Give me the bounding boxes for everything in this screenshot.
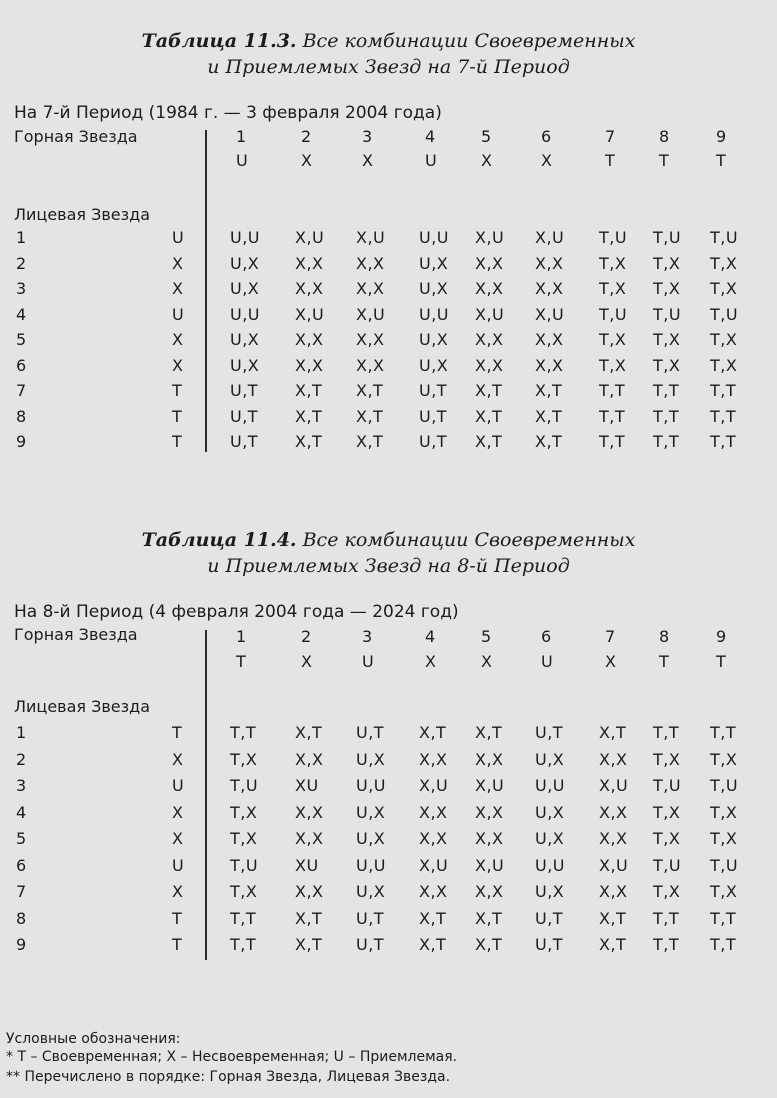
table1-caption-line2: и Приемлемых Звезд на 7-й Период bbox=[207, 56, 570, 78]
table-cell: T,T bbox=[230, 908, 257, 928]
row-type: X bbox=[172, 330, 184, 349]
table-cell: X,X bbox=[599, 829, 628, 848]
table-cell: X,T bbox=[419, 935, 447, 954]
row-number: 5 bbox=[16, 330, 27, 349]
table-cell: X,X bbox=[356, 279, 385, 298]
table-cell: T,T bbox=[653, 406, 680, 426]
table-cell: X,T bbox=[295, 935, 323, 954]
table-cell: T,X bbox=[653, 253, 681, 273]
table-cell: U,T bbox=[535, 723, 564, 742]
table-cell: T,T bbox=[230, 935, 257, 954]
table-cell: U,X bbox=[419, 253, 449, 273]
column-type: X bbox=[481, 151, 493, 170]
table-cell: X,T bbox=[475, 723, 503, 742]
table-cell: X,X bbox=[356, 253, 385, 273]
row-number: 3 bbox=[16, 279, 27, 298]
row-type: U bbox=[172, 228, 185, 247]
table1-caption-number: Таблица 11.3. bbox=[141, 30, 297, 52]
table-cell: T,U bbox=[230, 776, 259, 795]
table-cell: X,X bbox=[295, 882, 324, 901]
table-cell: U,U bbox=[230, 304, 261, 324]
table-cell: T,X bbox=[710, 330, 738, 349]
table-cell: X,U bbox=[295, 228, 325, 247]
table-cell: XU bbox=[295, 855, 319, 875]
column-type: X bbox=[425, 652, 437, 671]
table-cell: T,X bbox=[710, 749, 738, 769]
table-cell: U,U bbox=[230, 228, 261, 247]
table-cell: U,U bbox=[535, 855, 566, 875]
column-type: U bbox=[362, 652, 375, 671]
table-cell: T,U bbox=[599, 304, 628, 324]
table-cell: U,X bbox=[535, 882, 565, 901]
column-type: U bbox=[236, 151, 249, 170]
table-cell: U,T bbox=[535, 935, 564, 954]
table-cell: X,T bbox=[295, 406, 323, 426]
row-type: X bbox=[172, 279, 184, 298]
table-cell: T,X bbox=[710, 802, 738, 822]
table-cell: T,T bbox=[599, 432, 626, 451]
table-cell: X,T bbox=[475, 381, 503, 400]
table-cell: T,X bbox=[653, 330, 681, 349]
table1-period: На 7-й Период (1984 г. — 3 февраля 2004 года) bbox=[14, 103, 442, 123]
row-number: 6 bbox=[16, 355, 27, 375]
column-number: 9 bbox=[716, 127, 727, 146]
table2-caption-text: Все комбинации Своевременных bbox=[296, 529, 636, 551]
table-cell: U,T bbox=[230, 406, 259, 426]
table-cell: T,X bbox=[230, 749, 258, 769]
table-cell: T,T bbox=[710, 406, 737, 426]
table-cell: U,X bbox=[230, 330, 260, 349]
table-cell: X,T bbox=[356, 381, 384, 400]
table-cell: U,X bbox=[230, 253, 260, 273]
column-number: 6 bbox=[541, 627, 552, 646]
table-cell: X,X bbox=[599, 882, 628, 901]
table1-caption-text: Все комбинации Своевременных bbox=[296, 30, 636, 52]
column-type: T bbox=[716, 652, 727, 671]
column-number: 5 bbox=[481, 127, 492, 146]
row-number: 7 bbox=[16, 381, 27, 400]
table-cell: X,X bbox=[535, 355, 564, 375]
table-cell: X,T bbox=[475, 908, 503, 928]
table-cell: T,U bbox=[710, 855, 739, 875]
row-number: 1 bbox=[16, 723, 27, 742]
table2-mountain-label: Горная Звезда bbox=[14, 625, 138, 644]
table-cell: T,X bbox=[653, 355, 681, 375]
row-type: U bbox=[172, 776, 185, 795]
row-type: U bbox=[172, 304, 185, 324]
row-type: X bbox=[172, 355, 184, 375]
table-cell: T,X bbox=[710, 355, 738, 375]
row-number: 7 bbox=[16, 882, 27, 901]
table-cell: T,X bbox=[653, 749, 681, 769]
table-cell: U,X bbox=[356, 749, 386, 769]
column-number: 4 bbox=[425, 127, 436, 146]
table-cell: X,T bbox=[295, 908, 323, 928]
table-cell: X,X bbox=[475, 829, 504, 848]
table-cell: T,U bbox=[710, 228, 739, 247]
column-type: X bbox=[605, 652, 617, 671]
legend-line-2: ** Перечислено в порядке: Горная Звезда, Лицевая Звезда. bbox=[6, 1069, 451, 1085]
column-number: 2 bbox=[301, 627, 312, 646]
row-number: 2 bbox=[16, 253, 27, 273]
table-cell: X,T bbox=[356, 432, 384, 451]
column-number: 7 bbox=[605, 127, 616, 146]
column-number: 9 bbox=[716, 627, 727, 646]
row-type: T bbox=[172, 432, 183, 451]
table-cell: X,U bbox=[356, 304, 386, 324]
table-cell: U,X bbox=[419, 355, 449, 375]
table-cell: X,T bbox=[535, 406, 563, 426]
table-cell: X,U bbox=[535, 228, 565, 247]
table-cell: U,U bbox=[356, 855, 387, 875]
table-cell: U,U bbox=[419, 228, 450, 247]
table-cell: T,X bbox=[710, 829, 738, 848]
table-cell: U,U bbox=[535, 776, 566, 795]
table-cell: T,X bbox=[599, 355, 627, 375]
column-number: 6 bbox=[541, 127, 552, 146]
column-number: 7 bbox=[605, 627, 616, 646]
column-type: T bbox=[659, 151, 670, 170]
table-cell: U,X bbox=[230, 355, 260, 375]
table-cell: T,T bbox=[653, 432, 680, 451]
row-number: 9 bbox=[16, 432, 27, 451]
table-cell: U,U bbox=[419, 304, 450, 324]
table1-mountain-label: Горная Звезда bbox=[14, 127, 138, 146]
table-cell: X,X bbox=[356, 330, 385, 349]
table-cell: T,U bbox=[710, 776, 739, 795]
table-cell: U,T bbox=[419, 406, 448, 426]
table-cell: X,X bbox=[475, 330, 504, 349]
table-cell: X,T bbox=[535, 381, 563, 400]
table-cell: X,T bbox=[535, 432, 563, 451]
table-cell: T,X bbox=[653, 882, 681, 901]
table-cell: T,X bbox=[710, 882, 738, 901]
table-cell: T,X bbox=[599, 279, 627, 298]
table-cell: X,T bbox=[295, 432, 323, 451]
column-type: X bbox=[481, 652, 493, 671]
table-cell: T,X bbox=[653, 829, 681, 848]
table-cell: X,U bbox=[535, 304, 565, 324]
table-cell: X,X bbox=[535, 330, 564, 349]
row-type: T bbox=[172, 381, 183, 400]
column-type: U bbox=[541, 652, 554, 671]
column-type: X bbox=[541, 151, 553, 170]
row-type: X bbox=[172, 829, 184, 848]
table-cell: XU bbox=[295, 776, 319, 795]
row-type: U bbox=[172, 855, 185, 875]
column-type: X bbox=[301, 151, 313, 170]
table-cell: U,T bbox=[356, 723, 385, 742]
row-number: 8 bbox=[16, 908, 27, 928]
table-cell: X,X bbox=[419, 882, 448, 901]
table-cell: X,X bbox=[475, 279, 504, 298]
column-type: U bbox=[425, 151, 438, 170]
column-number: 8 bbox=[659, 127, 670, 146]
table-cell: T,T bbox=[710, 723, 737, 742]
row-number: 3 bbox=[16, 776, 27, 795]
table-cell: T,T bbox=[653, 908, 680, 928]
table-cell: X,X bbox=[535, 253, 564, 273]
table-cell: T,X bbox=[710, 253, 738, 273]
table-cell: T,T bbox=[653, 723, 680, 742]
column-type: T bbox=[605, 151, 616, 170]
table-cell: X,U bbox=[599, 776, 629, 795]
table-cell: U,T bbox=[419, 432, 448, 451]
table2-period: На 8-й Период (4 февраля 2004 года — 2024 год) bbox=[14, 602, 459, 622]
table-cell: X,X bbox=[295, 829, 324, 848]
table-cell: X,T bbox=[419, 723, 447, 742]
table-cell: T,U bbox=[653, 304, 682, 324]
table-cell: X,T bbox=[419, 908, 447, 928]
table-cell: U,T bbox=[230, 381, 259, 400]
row-type: T bbox=[172, 908, 183, 928]
legend-title: Условные обозначения: bbox=[6, 1031, 181, 1047]
table-cell: X,T bbox=[599, 723, 627, 742]
row-number: 1 bbox=[16, 228, 27, 247]
table-cell: X,X bbox=[599, 749, 628, 769]
table-cell: X,U bbox=[599, 855, 629, 875]
table-cell: X,U bbox=[475, 776, 505, 795]
table-cell: T,X bbox=[653, 279, 681, 298]
table-cell: T,X bbox=[710, 279, 738, 298]
table-cell: T,T bbox=[710, 381, 737, 400]
table-cell: T,X bbox=[230, 829, 258, 848]
table-cell: X,U bbox=[419, 855, 449, 875]
table-cell: T,T bbox=[599, 381, 626, 400]
table-cell: U,U bbox=[356, 776, 387, 795]
row-type: X bbox=[172, 749, 184, 769]
table-cell: T,T bbox=[653, 381, 680, 400]
table-cell: U,X bbox=[230, 279, 260, 298]
table-cell: U,T bbox=[356, 908, 385, 928]
table-cell: X,X bbox=[475, 749, 504, 769]
table2-face-label: Лицевая Звезда bbox=[14, 697, 151, 716]
column-type: T bbox=[659, 652, 670, 671]
table-cell: U,T bbox=[419, 381, 448, 400]
table-cell: U,X bbox=[419, 330, 449, 349]
table-cell: T,T bbox=[230, 723, 257, 742]
table-cell: T,U bbox=[230, 855, 259, 875]
table1-divider bbox=[205, 130, 207, 452]
table-cell: X,U bbox=[475, 304, 505, 324]
table-cell: X,X bbox=[295, 330, 324, 349]
column-number: 4 bbox=[425, 627, 436, 646]
table1-caption bbox=[0, 28, 777, 54]
row-type: X bbox=[172, 882, 184, 901]
row-number: 6 bbox=[16, 855, 27, 875]
row-type: T bbox=[172, 935, 183, 954]
table-cell: U,T bbox=[230, 432, 259, 451]
row-type: T bbox=[172, 723, 183, 742]
column-number: 1 bbox=[236, 627, 247, 646]
row-number: 4 bbox=[16, 802, 27, 822]
table-cell: T,X bbox=[599, 253, 627, 273]
legend-line-1: * T – Своевременная; X – Несвоевременная; U – Приемлемая. bbox=[6, 1049, 458, 1065]
table-cell: X,X bbox=[295, 802, 324, 822]
table-cell: X,X bbox=[475, 253, 504, 273]
table-cell: X,T bbox=[295, 723, 323, 742]
table-cell: X,X bbox=[295, 253, 324, 273]
table-cell: X,X bbox=[419, 802, 448, 822]
row-number: 4 bbox=[16, 304, 27, 324]
table-cell: U,X bbox=[356, 882, 386, 901]
table-cell: X,X bbox=[475, 355, 504, 375]
table-cell: T,U bbox=[710, 304, 739, 324]
table-cell: X,X bbox=[475, 882, 504, 901]
table-cell: X,X bbox=[419, 749, 448, 769]
row-type: X bbox=[172, 802, 184, 822]
row-type: T bbox=[172, 406, 183, 426]
table-cell: X,X bbox=[295, 279, 324, 298]
table-cell: U,X bbox=[356, 802, 386, 822]
column-number: 5 bbox=[481, 627, 492, 646]
table2-caption bbox=[0, 527, 777, 553]
table-cell: X,U bbox=[419, 776, 449, 795]
table-cell: X,T bbox=[599, 908, 627, 928]
table-cell: T,T bbox=[710, 432, 737, 451]
column-number: 3 bbox=[362, 627, 373, 646]
row-number: 5 bbox=[16, 829, 27, 848]
table-cell: T,T bbox=[599, 406, 626, 426]
table-cell: U,X bbox=[356, 829, 386, 848]
table2-caption-line2: и Приемлемых Звезд на 8-й Период bbox=[207, 555, 570, 577]
table-cell: X,X bbox=[535, 279, 564, 298]
column-number: 1 bbox=[236, 127, 247, 146]
table-cell: T,X bbox=[230, 802, 258, 822]
table-cell: T,X bbox=[230, 882, 258, 901]
row-number: 2 bbox=[16, 749, 27, 769]
column-type: T bbox=[716, 151, 727, 170]
row-type: X bbox=[172, 253, 184, 273]
table2-caption-number: Таблица 11.4. bbox=[141, 529, 297, 551]
table-cell: X,X bbox=[419, 829, 448, 848]
column-type: X bbox=[301, 652, 313, 671]
column-number: 8 bbox=[659, 627, 670, 646]
table-cell: T,U bbox=[653, 776, 682, 795]
table-cell: T,X bbox=[653, 802, 681, 822]
table-cell: U,X bbox=[535, 829, 565, 848]
table2-divider bbox=[205, 630, 207, 960]
row-number: 8 bbox=[16, 406, 27, 426]
table-cell: U,X bbox=[419, 279, 449, 298]
table-cell: T,X bbox=[599, 330, 627, 349]
table-cell: X,U bbox=[475, 228, 505, 247]
table-cell: U,X bbox=[535, 802, 565, 822]
table-cell: T,U bbox=[653, 228, 682, 247]
column-number: 3 bbox=[362, 127, 373, 146]
table-cell: T,T bbox=[710, 908, 737, 928]
column-number: 2 bbox=[301, 127, 312, 146]
table-cell: T,U bbox=[599, 228, 628, 247]
table-cell: X,T bbox=[599, 935, 627, 954]
table-cell: X,X bbox=[356, 355, 385, 375]
table1-face-label: Лицевая Звезда bbox=[14, 205, 151, 224]
table-cell: U,T bbox=[356, 935, 385, 954]
table-cell: T,T bbox=[653, 935, 680, 954]
table-cell: X,X bbox=[599, 802, 628, 822]
table-cell: X,T bbox=[356, 406, 384, 426]
table-cell: X,T bbox=[475, 406, 503, 426]
table-cell: X,X bbox=[295, 749, 324, 769]
table-cell: X,U bbox=[356, 228, 386, 247]
table-cell: X,T bbox=[475, 432, 503, 451]
table-cell: U,X bbox=[535, 749, 565, 769]
column-type: X bbox=[362, 151, 374, 170]
table-cell: X,X bbox=[475, 802, 504, 822]
row-number: 9 bbox=[16, 935, 27, 954]
table-cell: X,U bbox=[475, 855, 505, 875]
table-cell: T,T bbox=[710, 935, 737, 954]
table-cell: T,U bbox=[653, 855, 682, 875]
table-cell: X,T bbox=[475, 935, 503, 954]
column-type: T bbox=[236, 652, 247, 671]
table-cell: U,T bbox=[535, 908, 564, 928]
table-cell: X,T bbox=[295, 381, 323, 400]
table-cell: X,U bbox=[295, 304, 325, 324]
table-cell: X,X bbox=[295, 355, 324, 375]
